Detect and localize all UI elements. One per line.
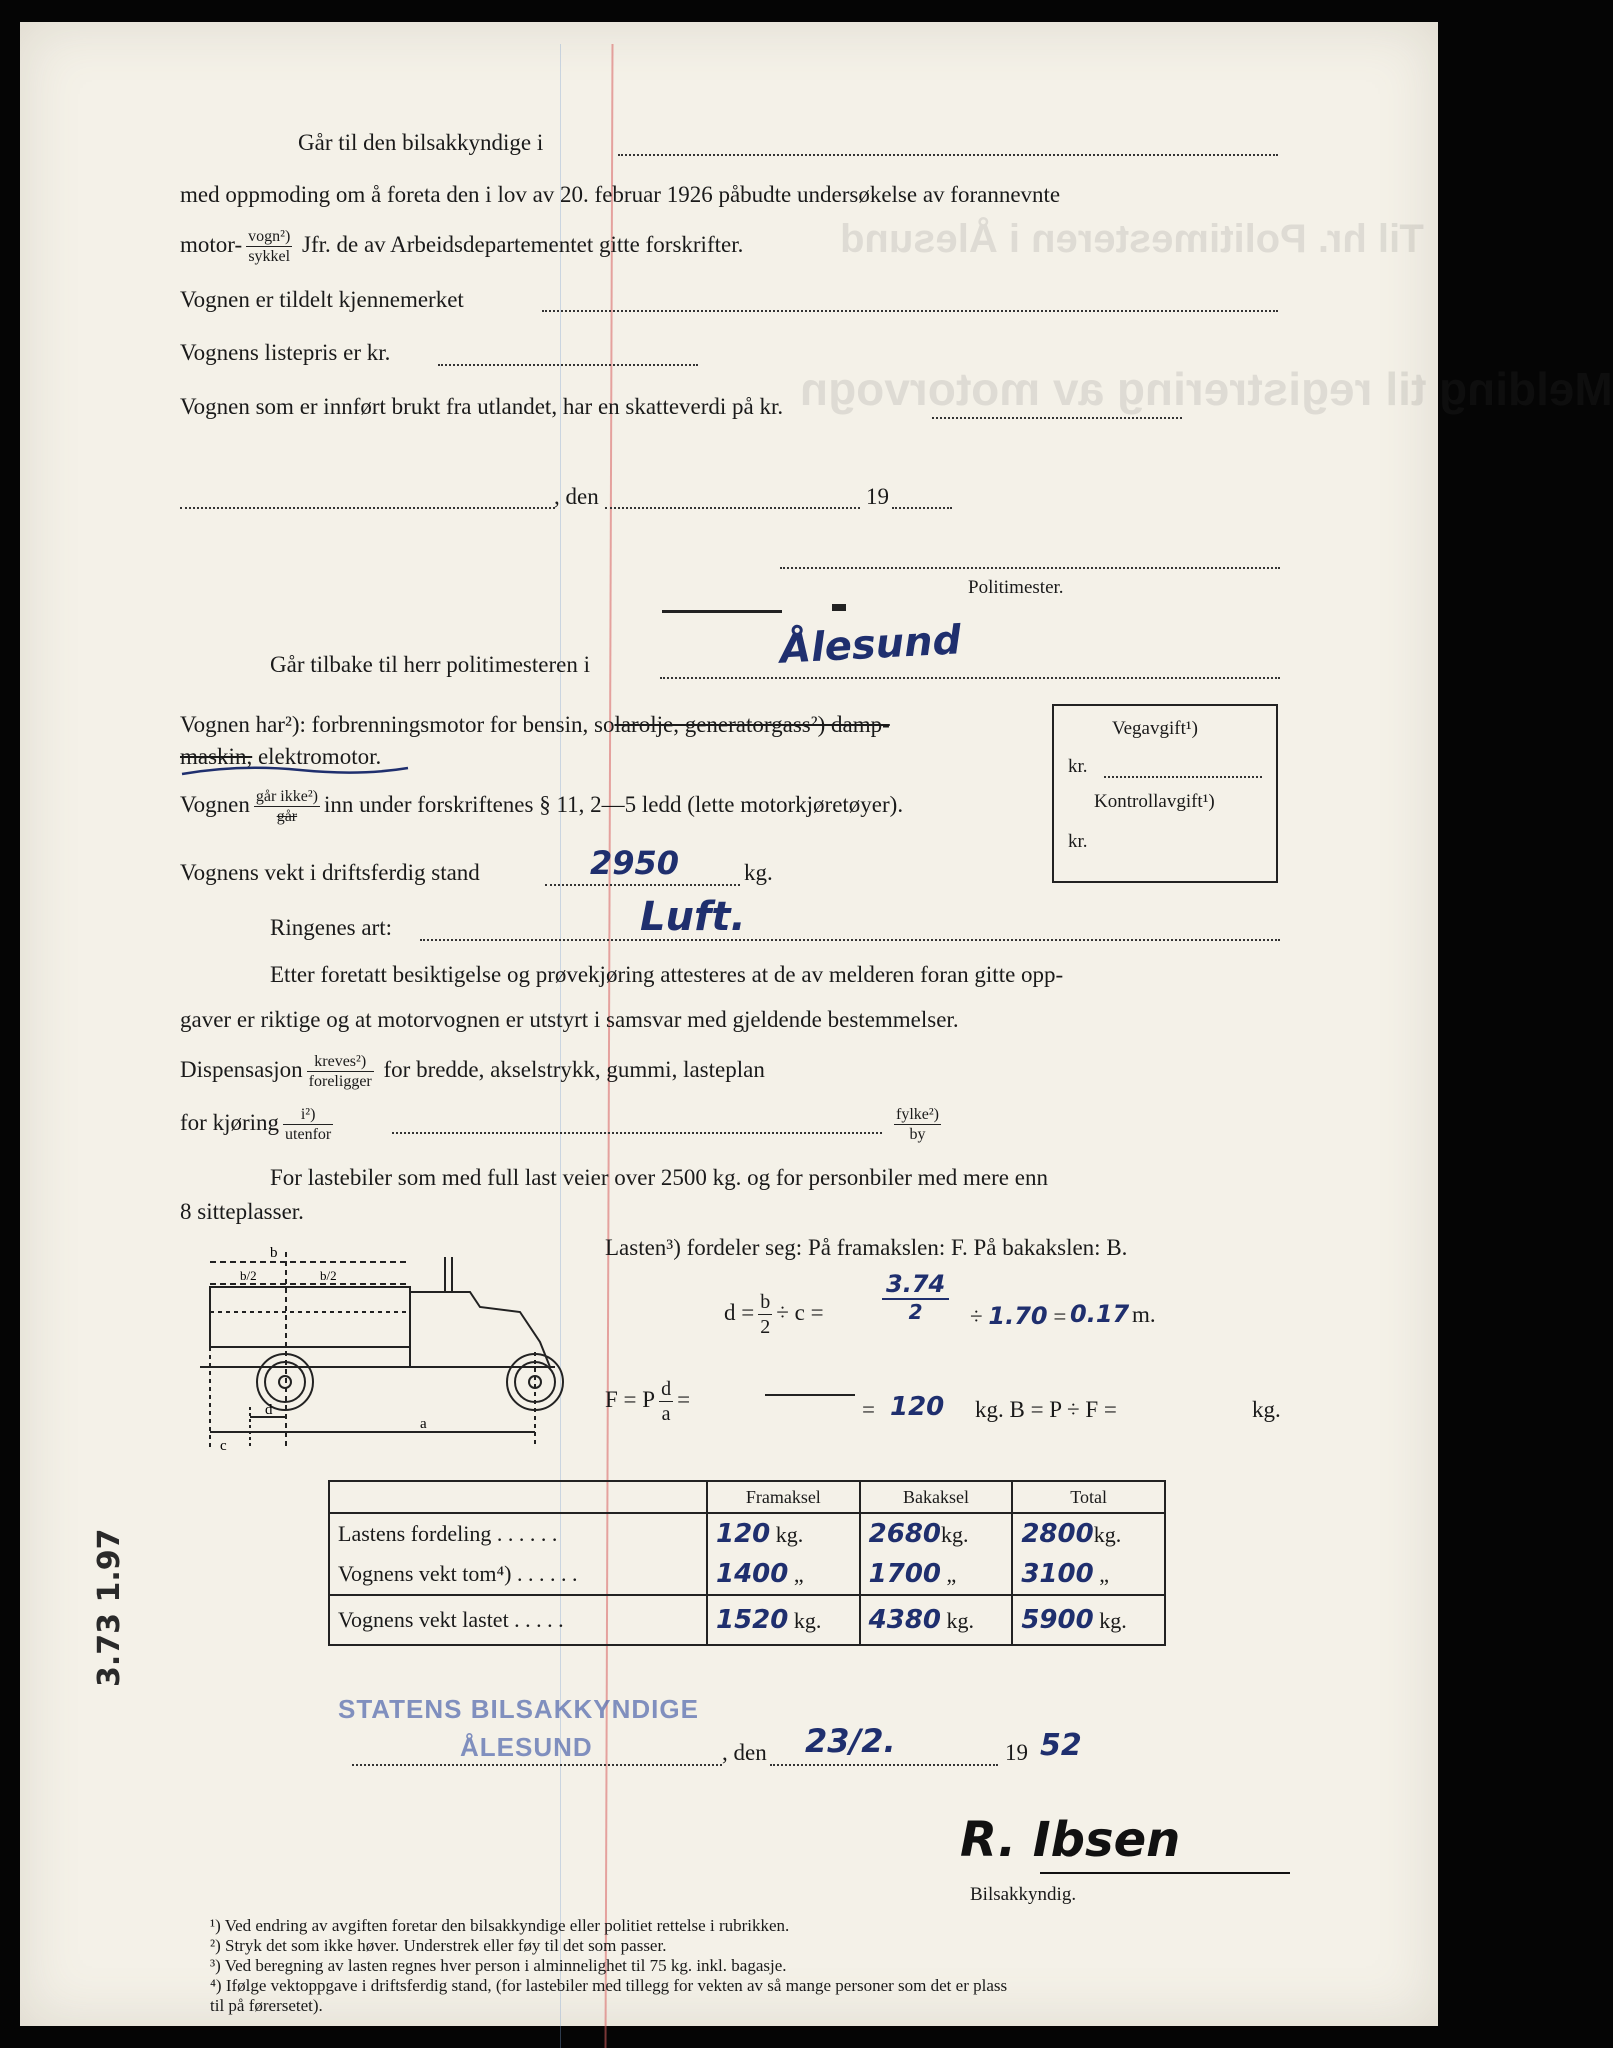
footnote-3: ³) Ved beregning av lasten regnes hver person i alminnelighet til 75 kg. inkl. bagasje. [210,1956,787,1975]
road-tax-field[interactable] [1104,776,1262,778]
year-field[interactable] [892,507,952,509]
signoff-year-value: 52 [1040,1728,1082,1763]
total-cell: 3100 „ [1012,1554,1165,1595]
margin-note: 3.73 1.97 [92,1528,127,1687]
attestation-line-2: gaver er riktige og at motorvognen er utstyrt i samsvar med gjeldende bestemmelser. [180,1007,959,1032]
rear-cell: 1700 „ [860,1554,1013,1595]
truck-note-line-1: For lastebiler som med full last veier over 2500 kg. og for personbiler med mere enn [270,1165,1048,1190]
year-prefix: 19 [866,484,889,509]
authority-stamp-line-1: STATENS BILSAKKYNDIGE [338,1694,699,1724]
fee-box [1052,704,1278,883]
police-signature-field[interactable] [780,567,1280,569]
total-cell: 2800kg. [1012,1513,1165,1554]
control-fee-kr: kr. [1068,831,1088,852]
section-divider-dot [832,604,846,611]
footnote-4: ⁴) Ifølge vektoppgave i driftsferdig stand, (for lastebiler med tillegg for vekten av så mange personer som det er plass [210,1976,1008,1995]
truck-axle-diagram [190,1232,580,1462]
f-result: 120 [890,1392,945,1422]
load-distribution-text: Lasten³) fordeler seg: På framakslen: F. På bakakslen: B. [605,1235,1128,1260]
registration-mark-field[interactable] [542,310,1278,312]
table-row [329,1595,1165,1645]
diagram-label-d: d [265,1402,273,1418]
list-price-field[interactable] [438,364,698,366]
row-label: Lastens fordeling . . . . . . [329,1513,707,1554]
light-vehicle-line: Vognen $\frac{\text{går ikke²)}}{\text{går}}$ inn under forskriftenes § 11, 2—5 ledd (lette motorkjøretøyer). [180,788,904,825]
returns-to-value: Ålesund [778,617,963,673]
document-page [20,22,1613,2026]
diagram-label-b2-right: b/2 [320,1268,337,1283]
inspector-role: Bilsakkyndig. [970,1884,1077,1905]
driving-area-line: for kjøring $\frac{\text{i²)}}{\text{utenfor}}$ [180,1106,332,1143]
goes-to-label: Går til den bilsakkyndige i [298,130,544,155]
request-text: med oppmoding om å foreta den i lov av 20. februar 1926 påbudte undersøkelse av forannevnte [180,182,1061,207]
authority-stamp-line-2: ÅLESUND [460,1732,593,1762]
returns-to-field[interactable] [660,677,1280,679]
header-total: Total [1012,1481,1165,1513]
place-field[interactable] [180,507,555,509]
d-unit: m. [1132,1302,1156,1327]
ghost-to: Til hr. Politimesteren i Ålesund [840,217,1424,261]
table-row [329,1513,1165,1554]
driving-area-field[interactable] [392,1132,882,1134]
curb-weight-value: 2950 [590,844,680,882]
header-rear-axle: Bakaksel [860,1481,1013,1513]
section-divider [662,610,782,613]
total-cell: 5900 kg. [1012,1595,1165,1645]
tyre-type-value: Luft. [640,894,746,940]
header-front-axle: Framaksel [707,1481,860,1513]
registration-mark-label: Vognen er tildelt kjennemerket [180,287,464,312]
d-result: 0.17 [1070,1300,1130,1328]
dispensation-line: Dispensasjon $\frac{\text{kreves²)}}{\text{foreligger}}$ for bredde, akselstrykk, gummi, lasteplan [180,1053,765,1090]
front-cell: 1520 kg. [707,1595,860,1645]
curb-weight-field[interactable] [545,884,740,886]
engine-type-line-2: maskin, elektromotor. [180,744,382,769]
diagram-label-a: a [420,1416,427,1432]
row-label: Vognens vekt lastet . . . . . [329,1595,707,1645]
tax-value-field[interactable] [932,417,1182,419]
f-formula: F = P $\frac{d}{a}$ = [605,1378,691,1425]
table-row [329,1554,1165,1595]
goes-to-field[interactable] [618,154,1278,156]
load-table [328,1480,1166,1646]
truck-note-line-2: 8 sitteplasser. [180,1199,304,1224]
footnote-2: ²) Stryk det som ikke høver. Understrek eller føy til det som passer. [210,1936,667,1955]
b-unit: kg. [1252,1397,1281,1422]
motor-line: motor- $\frac{\text{vogn²)}}{\text{sykkel}}$ Jfr. de av Arbeidsdepartementet gitte forskrifter. [180,228,744,265]
diagram-label-b2-left: b/2 [240,1268,257,1283]
road-tax-kr: kr. [1068,756,1088,777]
signoff-place-field[interactable] [352,1764,722,1766]
signature-underline [1040,1872,1290,1874]
footnote-4-cont: til på førersetet). [210,1996,323,2015]
signoff-date-label: , den [722,1740,767,1765]
county-fraction: $\frac{\text{fylke²)}}{by}$ [896,1106,939,1143]
signoff-date-field[interactable] [770,1764,998,1766]
rear-cell: 2680kg. [860,1513,1013,1554]
footnote-1: ¹) Ved endring av avgiften foretar den bilsakkyndige eller politiet rettelse i rubrikken. [210,1916,790,1935]
signoff-date-value: 23/2. [805,1722,896,1760]
curb-weight-unit: kg. [744,860,773,885]
red-margin-rule [605,44,614,2048]
f-unit: kg. B = P ÷ F = [975,1397,1117,1422]
attestation-line-1: Etter foretatt besiktigelse og prøvekjøring attesteres at de av melderen foran gitte opp- [270,962,1064,987]
front-cell: 120 kg. [707,1513,860,1554]
curb-weight-label: Vognens vekt i driftsferdig stand [180,860,480,885]
date-label: , den [554,484,599,509]
diagram-label-b: b [270,1245,278,1261]
d-formula-minus: ÷ 1.70 = [970,1302,1067,1330]
tyre-type-field[interactable] [420,939,1280,941]
row-label: Vognens vekt tom⁴) . . . . . . [329,1554,707,1595]
d-formula-fraction: 3.74 2 [882,1270,949,1324]
control-fee-label: Kontrollavgift¹) [1094,791,1215,812]
d-formula: d = $\frac{b}{2}$ ÷ c = [724,1291,824,1338]
road-tax-label: Vegavgift¹) [1112,718,1198,739]
f-eq-sign: = [862,1397,875,1422]
rear-cell: 4380 kg. [860,1595,1013,1645]
engine-type-line-1: Vognen har²): forbrenningsmotor for bensin, solarolje, generatorgass²) damp- [180,712,890,737]
tax-value-label: Vognen som er innført brukt fra utlandet, har en skatteverdi på kr. [180,394,784,419]
f-formula-blank [765,1394,855,1396]
inspector-signature: R. Ibsen [960,1812,1181,1868]
ghost-title: Melding til registrering av motorvogn [800,363,1613,415]
tyre-type-label: Ringenes art: [270,915,392,940]
returns-to-label: Går tilbake til herr politimesteren i [270,652,590,677]
date-field[interactable] [605,507,860,509]
police-role: Politimester. [968,577,1064,598]
signoff-year-prefix: 19 [1005,1740,1028,1765]
handwritten-strike-mark [180,760,410,780]
front-cell: 1400 „ [707,1554,860,1595]
load-table-corner [329,1481,707,1513]
list-price-label: Vognens listepris er kr. [180,340,391,365]
diagram-label-c: c [220,1438,227,1454]
